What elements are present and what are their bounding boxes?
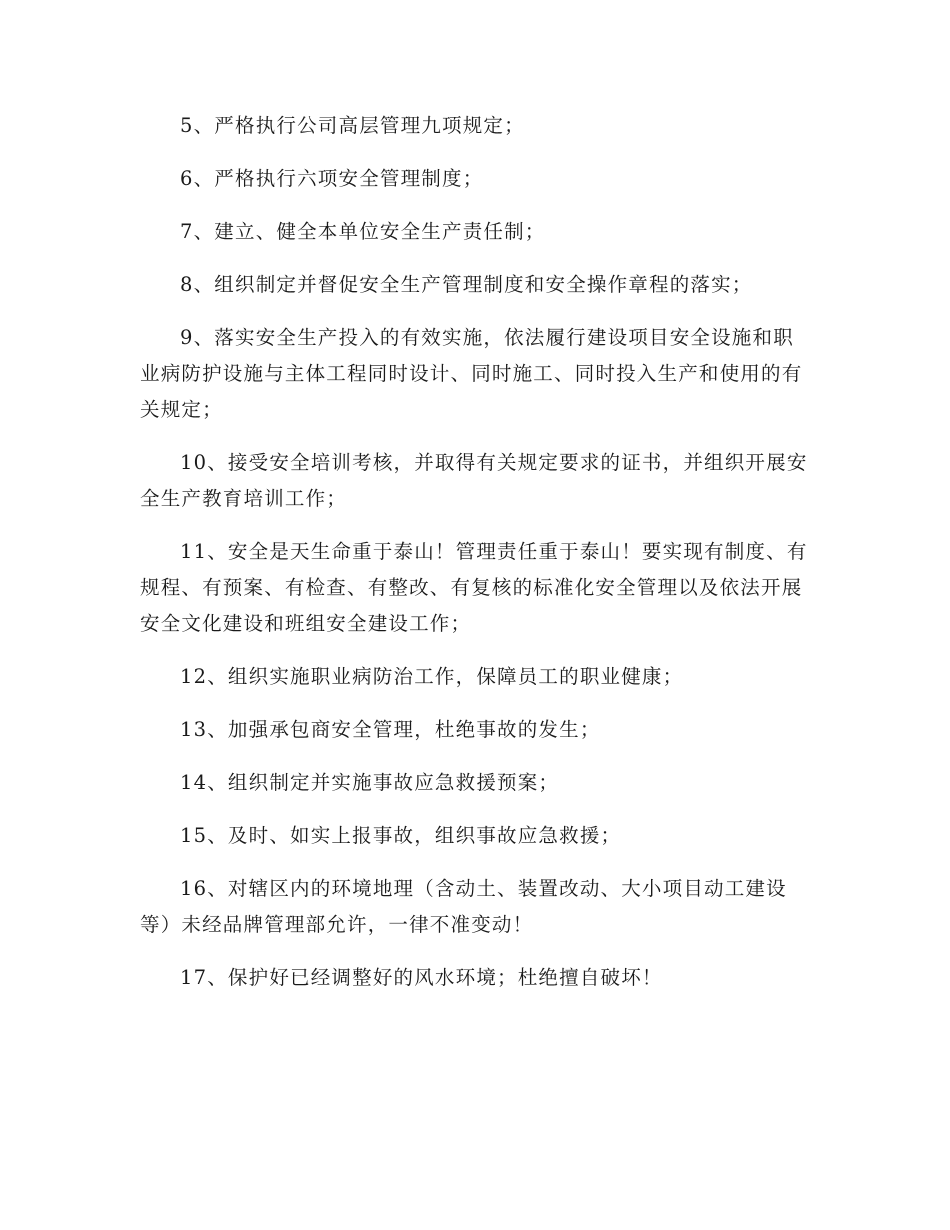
list-item-12: 12、组织实施职业病防治工作，保障员工的职业健康； xyxy=(180,665,684,688)
list-item-15: 15、及时、如实上报事故，组织事故应急救援； xyxy=(180,824,622,847)
list-item-5: 5、严格执行公司高层管理九项规定； xyxy=(180,114,525,137)
document-body xyxy=(140,108,810,1013)
list-item-9: 9、落实安全生产投入的有效实施，依法履行建设项目安全设施和职业病防护设施与主体工程同时设计、同时施工、同时投入生产和使用的有关规定； xyxy=(140,326,803,421)
list-item-13: 13、加强承包商安全管理，杜绝事故的发生； xyxy=(180,718,601,741)
list-item-17: 17、保护好已经调整好的风水环境；杜绝擅自破坏！ xyxy=(180,966,663,989)
list-item-8: 8、组织制定并督促安全生产管理制度和安全操作章程的落实； xyxy=(180,273,753,296)
list-item-11: 11、安全是天生命重于泰山！管理责任重于泰山！要实现有制度、有规程、有预案、有检查、有整改、有复核的标准化安全管理以及依法开展安全文化建设和班组安全建设工作； xyxy=(140,540,808,635)
list-item-16: 16、对辖区内的环境地理（含动土、装置改动、大小项目动工建设等）未经品牌管理部允许，一律不准变动！ xyxy=(140,877,787,936)
list-item-10: 10、接受安全培训考核，并取得有关规定要求的证书，并组织开展安全生产教育培训工作； xyxy=(140,451,808,510)
list-item-6: 6、严格执行六项安全管理制度； xyxy=(180,167,484,190)
list-item-14: 14、组织制定并实施事故应急救援预案； xyxy=(180,771,560,794)
list-item-7: 7、建立、健全本单位安全生产责任制； xyxy=(180,220,546,243)
